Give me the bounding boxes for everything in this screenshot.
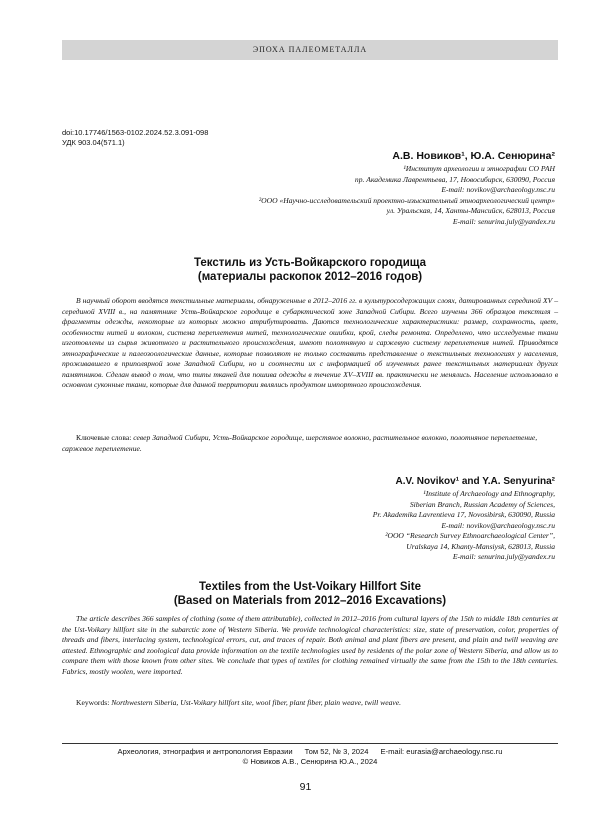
affiliation-line: ул. Уральская, 14, Ханты-Мансийск, 628013, Россия <box>386 206 555 215</box>
udk: УДК 903.04(571.1) <box>62 138 125 147</box>
keywords-text: север Западной Сибири, Усть-Войкарское городище, шерстяное волокно, растительное волокно, полотняное переплетение, саржевое переплетение. <box>62 433 538 453</box>
title-en-line2: (Based on Materials from 2012–2016 Excavations) <box>173 595 447 607</box>
page-number: 91 <box>299 781 312 793</box>
affiliation-line: Uralskaya 14, Khanty-Mansiysk, 628013, Russia <box>406 541 555 551</box>
affiliation-line: ²OOO “Research Survey Ethnoarchaeological Center”, <box>385 531 555 540</box>
affiliation-line: пр. Академика Лаврентьева, 17, Новосибирск, 630090, Россия <box>354 174 555 184</box>
keywords-label: Ключевые слова: <box>76 433 134 442</box>
affiliation-line: E-mail: senurina.july@yandex.ru <box>452 216 555 226</box>
affiliation-line: E-mail: novikov@archaeology.nsc.ru <box>441 185 555 194</box>
abstract-en: The article describes 366 samples of clothing (some of them attributable), collected in 2012–2016 from cultural layers of the 15th to middle 18th centuries at the Ust-Voikary hillfort site in the subarctic zone of Western Siberia. We provide technological characteristics: size, state of preservation, color, properties of threads and fibers, interlacing system, technological errors, cut, and traces of repair. Both animal and plant fibers are present, and plain and twill weaving are attested. Ethnographic and zoological data provide information on the textile technologies used by residents of the polar zone of Western Siberia, and allow us to compare them with those known from other sites. We conclude that types of textiles for clothing remained virtually the same from the 15th to the 18th centuries. Fabrics, mostly woolen, were imported. <box>62 614 558 676</box>
keywords-ru <box>62 433 558 454</box>
affiliations-en <box>155 489 555 563</box>
abstract-ru: В научный оборот вводятся текстильные материалы, обнаруженные в 2012–2016 гг. в культуросодержащих слоях, датированных серединой XV – серединой XVIII в., на памятнике Усть-Войкарское городище в субарктической зоне Западной Сибири. Всего изучены 366 образцов текстиля – фрагменты одежды, некоторые из которых можно атрибутировать. Даются технологические характеристики: размер, сохранность, цвет, особенности нитей и волокон, система переплетения нитей, технологические ошибки, крой, следы ремонта. Определено, что исследуемые ткани изготовлены из сырья животного и растительного происхождения, имеют полотняную и саржевую систему переплетения нитей. Приводятся этнографические и палеозоологические данные, которые позволяют не только составить представление о текстильных технологиях у населения, проживавшего в приполярной зоне Западной Сибири, но и соотнести их с информацией об изученных ранее текстильных материалах других памятников. Сделан вывод о том, что типы тканей для пошива одежды в течение XV–XVIII вв. практически не менялись. Население использовало в основном суконные ткани, которые для данной территории являлись продуктом импортного происхождения. <box>62 296 558 389</box>
affiliation-line: Pr. Akademika Lavrentieva 17, Novosibirsk, 630090, Russia <box>372 510 555 519</box>
title-ru-line2: (материалы раскопок 2012–2016 годов) <box>197 271 423 283</box>
affiliations-ru <box>155 164 555 227</box>
keywords-text: Northwestern Siberia, Ust-Voikary hillfort site, wool fiber, plant fiber, plain weave, twill weave. <box>111 698 402 707</box>
authors-en: A.V. Novikov¹ and Y.A. Senyurina² <box>395 476 555 487</box>
affiliation-line: Siberian Branch, Russian Academy of Sciences, <box>409 499 555 509</box>
affiliation-line: ¹Institute of Archaeology and Ethnography, <box>423 489 555 498</box>
title-en <box>62 580 558 608</box>
journal-email: E-mail: eurasia@archaeology.nsc.ru <box>380 747 503 756</box>
authors-ru: А.В. Новиков¹, Ю.А. Сенюрина² <box>392 150 555 162</box>
footer-divider <box>62 743 558 744</box>
affiliation-line: ²ООО «Научно-исследовательский проектно-изыскательный этноархеологический центр» <box>258 195 555 205</box>
journal-name: Археология, этнография и антропология Евразии <box>117 747 293 756</box>
title-en-line1: Textiles from the Ust-Voikary Hillfort Site <box>199 581 421 593</box>
journal-volume: Том 52, № 3, 2024 <box>304 747 369 756</box>
keywords-label: Keywords: <box>76 698 112 707</box>
doi: doi:10.17746/1563-0102.2024.52.3.091-098 <box>62 128 209 137</box>
section-header: ЭПОХА ПАЛЕОМЕТАЛЛА <box>62 40 558 60</box>
copyright: © Новиков А.В., Сенюрина Ю.А., 2024 <box>242 757 378 766</box>
footer-journal-line <box>62 747 558 756</box>
keywords-en <box>62 698 558 709</box>
affiliation-line: E-mail: senurina.july@yandex.ru <box>452 552 555 561</box>
affiliation-line: ¹Институт археологии и этнографии СО РАН <box>403 164 555 173</box>
title-ru <box>62 256 558 284</box>
affiliation-line: E-mail: novikov@archaeology.nsc.ru <box>441 520 555 530</box>
title-ru-line1: Текстиль из Усть-Войкарского городища <box>193 257 427 269</box>
